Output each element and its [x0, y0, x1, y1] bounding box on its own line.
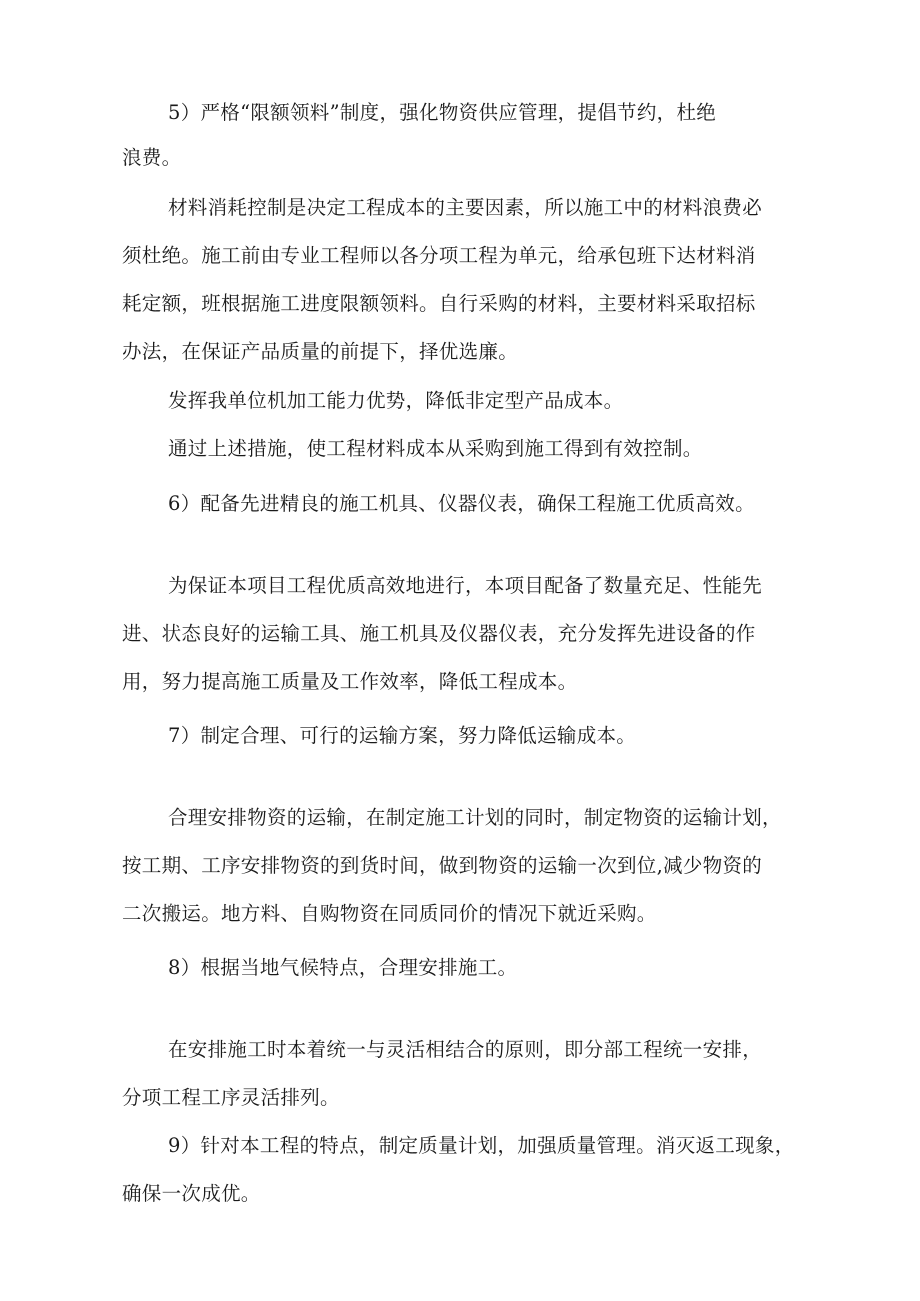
- heading-item-8: 8）根据当地气候特点，合理安排施工。: [168, 956, 518, 979]
- paragraph-line: 进、状态良好的运输工具、施工机具及仪器仪表，充分发挥先进设备的作: [122, 622, 756, 645]
- paragraph-line: 合理安排物资的运输，在制定施工计划的同时，制定物资的运输计划，: [168, 806, 782, 829]
- paragraph-line: 须杜绝。施工前由专业工程师以各分项工程为单元，给承包班下达材料消: [122, 244, 756, 267]
- paragraph-line: 发挥我单位机加工能力优势，降低非定型产品成本。: [168, 389, 624, 412]
- paragraph-line: 分项工程工序灵活排列。: [122, 1086, 340, 1109]
- heading-item-6: 6）配备先进精良的施工机具、仪器仪表，确保工程施工优质高效。: [168, 492, 755, 515]
- paragraph-line: 在安排施工时本着统一与灵活相结合的原则，即分部工程统一安排，: [168, 1038, 763, 1061]
- paragraph-line: 办法，在保证产品质量的前提下，择优选廉。: [122, 340, 519, 363]
- heading-item-9-cont: 确保一次成优。: [122, 1182, 261, 1205]
- heading-item-5: 5）严格“限额领料”制度，强化物资供应管理，提倡节约，杜绝: [168, 101, 717, 124]
- paragraph-line: 二次搬运。地方料、自购物资在同质同价的情况下就近采购。: [122, 902, 657, 925]
- paragraph-line: 为保证本项目工程优质高效地进行，本项目配备了数量充足、性能先: [168, 574, 763, 597]
- heading-item-9: 9）针对本工程的特点，制定质量计划，加强质量管理。消灭返工现象，: [168, 1134, 795, 1157]
- paragraph-line: 材料消耗控制是决定工程成本的主要因素，所以施工中的材料浪费必: [168, 196, 763, 219]
- paragraph-line: 用，努力提高施工质量及工作效率，降低工程成本。: [122, 670, 578, 693]
- paragraph-line: 耗定额，班根据施工进度限额领料。自行采购的材料，主要材料采取招标: [122, 292, 756, 315]
- paragraph-line: 按工期、工序安排物资的到货时间，做到物资的运输一次到位,减少物资的: [122, 854, 763, 877]
- heading-item-5-cont: 浪费。: [122, 146, 182, 169]
- heading-item-7: 7）制定合理、可行的运输方案，努力降低运输成本。: [168, 724, 637, 747]
- paragraph-line: 通过上述措施，使工程材料成本从采购到施工得到有效控制。: [168, 437, 703, 460]
